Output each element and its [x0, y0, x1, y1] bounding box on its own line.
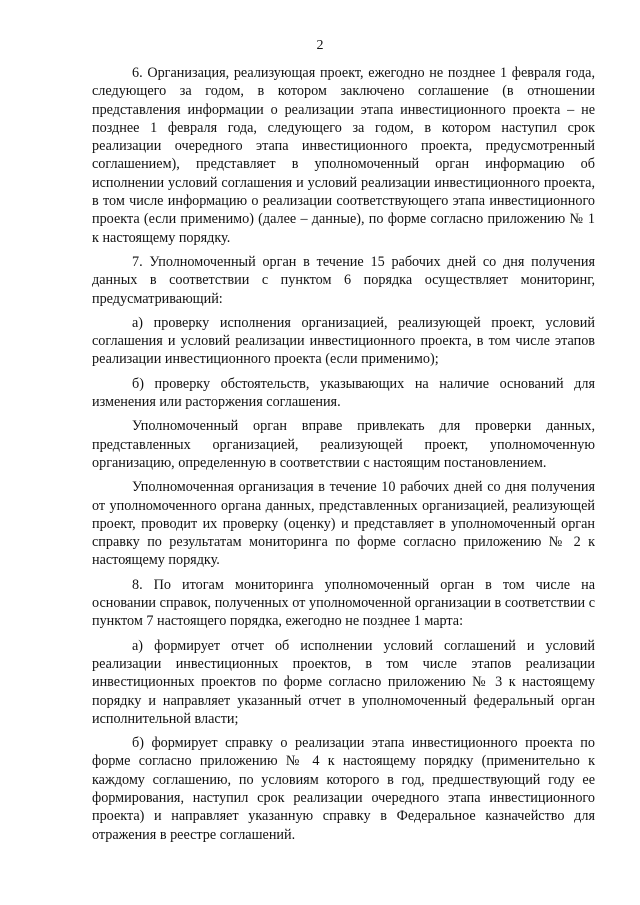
paragraph-8: 8. По итогам мониторинга уполномоченный орган в том числе на основании справок, полученных от уполномоченной организации в соответствии с пунктом 7 настоящего порядка, ежегодно не позднее 1 марта: [92, 576, 595, 630]
page-number: 2 [316, 38, 324, 53]
paragraph-8-b: б) формирует справку о реализации этапа инвестиционного проекта по форме согласно приложению № 4 к настоящему порядку (применительно к каждому соглашению, по условиям которого в год, предшествующий году ее формирования, наступил срок реализации очередного этапа инвестиционного проекта) и направляет указанную справку в Федеральное казначейство для отражения в реестре соглашений. [92, 735, 595, 843]
paragraph-7-authorized-organization: Уполномоченная организация в течение 10 рабочих дней со дня получения от уполномоченного органа данных, представленных организацией, реализующей проект, проводит их проверку (оценку) и представляет в уполномоченный орган справку по результатам мониторинга по форме согласно приложению № 2 к настоящему порядку. [92, 479, 595, 569]
paragraph-7-b: б) проверку обстоятельств, указывающих на наличие оснований для изменения или расторжения соглашения. [92, 375, 595, 411]
paragraph-8-a: а) формирует отчет об исполнении условий соглашений и условий реализации инвестиционных проектов, в том числе этапов реализации инвестиционных проектов по форме согласно приложению № 3 к настоящему порядку и направляет указанный отчет в уполномоченный федеральный орган исполнительной власти; [92, 637, 595, 727]
paragraph-7: 7. Уполномоченный орган в течение 15 рабочих дней со дня получения данных в соответствии с пунктом 6 порядка осуществляет мониторинг, предусматривающий: [92, 253, 595, 307]
paragraph-6: 6. Организация, реализующая проект, ежегодно не позднее 1 февраля года, следующего за годом, в котором заключено соглашение (в отношении представления информации о реализации этапа инвестиционного проекта – не позднее 1 февраля года, следующего за годом, в котором наступил срок реализации очередного этапа инвестиционного проекта, предусмотренный соглашением), представляет в уполномоченный орган информацию об исполнении условий соглашения и условий реализации инвестиционного проекта, в том числе информацию о реализации соответствующего этапа инвестиционного проекта (если применимо) (далее – данные), по форме согласно приложению № 1 к настоящему порядку. [92, 65, 595, 246]
paragraph-7-authorized-body: Уполномоченный орган вправе привлекать для проверки данных, представленных организацией, реализующей проект, уполномоченную организацию, определенную в соответствии с настоящим постановлением. [92, 418, 595, 471]
document-body [92, 64, 595, 844]
paragraph-7-a: а) проверку исполнения организацией, реализующей проект, условий соглашения и условий реализации инвестиционного проекта, в том числе этапов реализации инвестиционного проекта (если применимо); [92, 314, 595, 368]
